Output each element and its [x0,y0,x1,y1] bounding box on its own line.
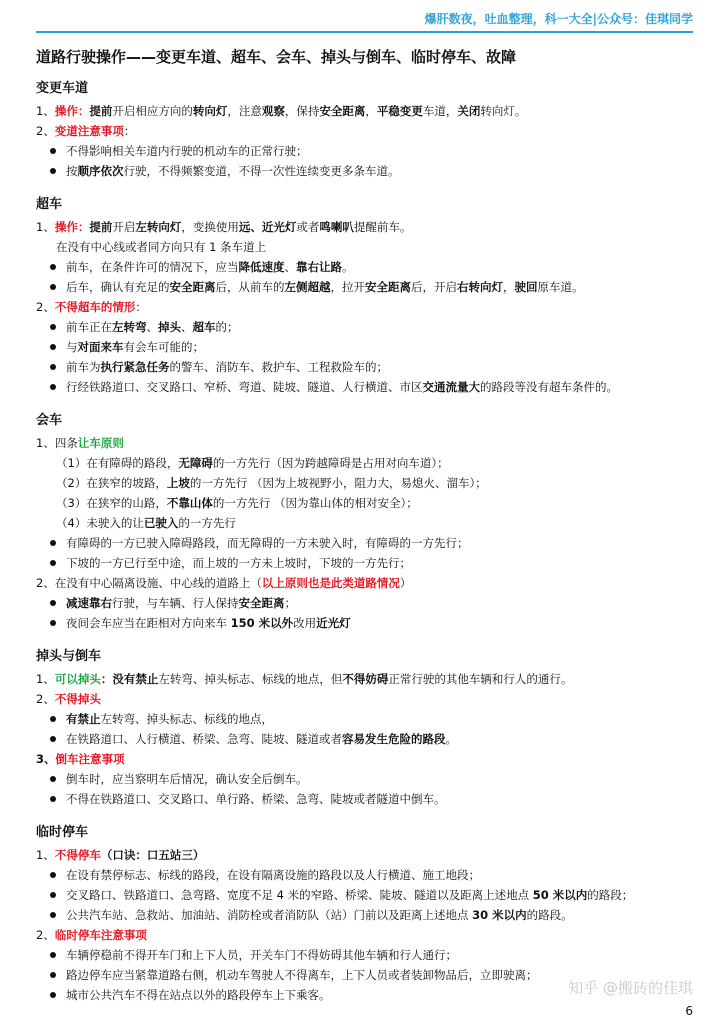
text-segment: 路边停车应当紧靠道路右侧，机动车驾驶人不得离车，上下人员或者装卸物品后，立即驶离； [66,968,538,982]
text-segment: 3、 [36,752,56,766]
text-segment: ， [503,280,515,294]
text-line [36,297,696,317]
text-segment: 安全距离 [365,280,411,294]
text-segment: 操作： [54,220,90,234]
text-segment: 1、 [36,848,55,862]
text-segment: 顺序依次 [77,164,124,178]
text-segment: 有会车可能的； [123,340,204,354]
text-segment: 上坡 [166,476,190,490]
text-segment: 鸣喇叭 [319,220,354,234]
bullet-item [36,277,696,297]
text-segment: 在铁路道口、人行横道、桥梁、急弯、陡坡、隧道或者 [66,732,342,746]
text-segment: 1、 [36,220,55,234]
text-segment: 后车，确认有充足的 [66,280,170,294]
text-segment: 的一方先行 （因为上坡视野小，阻力大，易熄火、溜车）； [189,476,487,490]
bullet-item [36,945,696,965]
text-segment: 30 米以内 [472,908,527,922]
text-segment: 远、近光灯 [238,220,297,234]
text-segment: 2、 [36,300,55,314]
text-segment: 改用 [293,616,317,630]
text-segment: ， [365,104,377,118]
bullet-icon [50,716,56,722]
bullet-item [36,593,696,613]
bullet-item [36,357,696,377]
text-segment: 以上原则也是此类道路情况 [261,576,400,590]
text-segment: 或者 [296,220,320,234]
text-segment: 2、 [36,692,55,706]
text-segment: ： [135,300,147,314]
bullet-item [36,865,696,885]
bullet-item [36,905,696,925]
text-segment: ，拉开 [330,280,365,294]
text-segment: 50 米以内 [532,888,588,902]
text-segment: ，注意 [227,104,262,118]
bullet-item [36,769,696,789]
bullet-icon [50,540,56,546]
section [36,647,696,809]
bullet-icon [50,972,56,978]
section-heading: 临时停车 [36,825,89,840]
text-segment: 原车道。 [537,280,584,294]
text-segment: 安全距离 [169,280,216,294]
text-line [36,925,696,945]
text-segment: 关闭 [457,104,481,118]
text-line [36,237,696,257]
text-segment: 行驶，不得频繁变道，不得一次性连续变更多条车道。 [123,164,400,178]
text-segment: 的路段； [587,888,634,902]
text-segment: 的路段等没有超车条件的。 [480,380,618,394]
text-line [36,845,696,865]
text-line [36,121,696,141]
bullet-item [36,729,696,749]
text-segment: 观察 [261,104,285,118]
bullet-icon [50,736,56,742]
bullet-item [36,613,696,633]
bullet-item [36,161,696,181]
text-segment: 不得妨碍 [342,672,389,686]
text-segment: 的路段。 [526,908,573,922]
text-segment: 左侧超越 [284,280,331,294]
bullet-icon [50,264,56,270]
text-segment: （2）在狭窄的坡路， [56,476,167,490]
text-segment: ） [399,576,412,590]
text-segment: 后，开启 [411,280,457,294]
bullet-item [36,789,696,809]
text-segment: 提前 [89,104,113,118]
text-segment: 的； [215,320,239,334]
text-segment: ：没有禁止 [100,672,159,686]
text-segment: 提醒前车。 [353,220,412,234]
bullet-icon [50,776,56,782]
bullet-icon [50,952,56,958]
text-segment: 的一方先行（因为跨越障碍是占用对向车道）； [212,456,449,470]
text-line [36,749,696,769]
bullet-icon [50,344,56,350]
text-segment: 交通流量大 [422,380,480,394]
text-line [36,433,696,453]
text-segment: 车道， [422,104,458,118]
text-segment: 、 [181,320,193,334]
text-segment: 已驶入 [143,516,179,530]
text-segment: 安全距离 [319,104,366,118]
text-segment: （3）在狭窄的山路， [56,496,167,510]
document-title: 道路行驶操作——变更车道、超车、会车、掉头与倒车、临时停车、故障 [36,48,517,66]
bullet-item [36,141,696,161]
text-segment: 转向灯 [192,104,228,118]
text-segment: 开启相应方向的 [112,104,193,118]
text-line [36,101,696,121]
text-segment: 不得停车 [54,848,101,862]
text-segment: 的警车、消防车、救护车、工程救险车的； [169,360,388,374]
text-segment: 驶回 [514,280,538,294]
section [36,411,696,633]
text-segment: 容易发生危险的路段 [342,732,446,746]
text-segment: 前车正在 [66,320,112,334]
text-segment: 在设有禁停标志、标线的路段，在设有隔离设施的路段以及人行横道、施工地段； [66,868,480,882]
bullet-icon [50,284,56,290]
text-segment: 左转向灯 [135,220,182,234]
text-segment: 左转弯、掉头标志、标线的地点， [100,712,273,726]
text-segment: 对面来车 [77,340,124,354]
text-segment: 掉头 [158,320,181,334]
text-segment: 公共汽车站、急救站、加油站、消防栓或者消防队（站）门前以及距离上述地点 [66,908,473,922]
text-segment: ，变换使用 [181,220,239,234]
bullet-item [36,337,696,357]
text-segment: 有禁止 [66,712,101,726]
text-segment: 倒车时，应当察明车后情况，确认安全后倒车。 [66,772,308,786]
bullet-item [36,709,696,729]
bullet-item [36,533,696,553]
text-segment: 1、 [36,104,55,118]
text-segment: 转向灯。 [480,104,527,118]
text-segment: 有障碍的一方已驶入障碍路段，而无障碍的一方未驶入时，有障碍的一方先行； [66,536,469,550]
bullet-icon [50,620,56,626]
bullet-item [36,257,696,277]
bullet-icon [50,600,56,606]
text-segment: 不得在铁路道口、交叉路口、单行路、桥梁、急弯、陡坡或者隧道中倒车。 [66,792,446,806]
text-segment: 提前 [89,220,113,234]
text-segment: 。 [342,260,354,274]
text-segment: ，保持 [284,104,320,118]
text-segment: 开启 [112,220,136,234]
page-header: 爆肝数夜，吐血整理，科一大全|公众号：佳琪同学 [424,12,693,26]
section [36,79,696,181]
text-line [36,453,696,473]
text-segment: 不得掉头 [54,692,101,706]
text-segment: 操作： [54,104,90,118]
bullet-icon [50,872,56,878]
bullet-icon [50,912,56,918]
text-segment: 近光灯 [316,616,351,630]
section-heading: 变更车道 [36,81,89,96]
text-line [36,473,696,493]
bullet-icon [50,364,56,370]
text-line [36,669,696,689]
text-segment: 变道注意事项 [54,124,124,138]
text-segment: 不得影响相关车道内行驶的机动车的正常行驶； [66,144,308,158]
bullet-item [36,317,696,337]
text-segment: 的一方先行 [178,516,236,530]
text-segment: 150 米以外 [230,616,294,630]
text-segment: 2、 [36,928,55,942]
text-line [36,493,696,513]
text-segment: ； [284,596,296,610]
bullet-icon [50,324,56,330]
bullet-icon [50,892,56,898]
bullet-icon [50,560,56,566]
section-heading: 会车 [36,413,63,428]
text-segment: 2、 [36,124,55,138]
bullet-item [36,885,696,905]
sections-container [36,79,696,1005]
text-segment: 让车原则 [77,436,124,450]
bullet-icon [50,168,56,174]
text-segment: 。 [445,732,457,746]
text-line [36,217,696,237]
text-segment: 车辆停稳前不得开车门和上下人员，开关车门不得妨碍其他车辆和行人通行； [66,948,457,962]
bullet-icon [50,148,56,154]
text-segment: 后，从前车的 [215,280,285,294]
text-segment: 降低速度 [238,260,285,274]
text-segment: 倒车注意事项 [55,752,125,766]
text-segment: 、 [284,260,296,274]
page-number: 6 [685,1004,693,1018]
text-segment: 正常行驶的其他车辆和行人的通行。 [388,672,573,686]
bullet-icon [50,384,56,390]
text-segment: 城市公共汽车不得在站点以外的路段停车上下乘客。 [66,988,331,1002]
text-line [36,689,696,709]
bullet-item [36,553,696,573]
text-segment: 减速靠右 [66,596,112,610]
text-segment: 按 [66,164,78,178]
header-rule [36,31,693,33]
text-segment: 交叉路口、铁路道口、急弯路、宽度不足 4 米的窄路、桥梁、陡坡、隧道以及距离上述地点 [66,888,533,902]
text-segment: （4）未驶入的让 [56,516,144,530]
zhihu-watermark: 知乎 @搬砖的佳琪 [568,979,693,997]
text-segment: 平稳变更 [376,104,423,118]
text-segment: 1、 [36,672,55,686]
text-segment: 、 [146,320,158,334]
text-segment: ： [123,124,136,138]
text-segment: 可以掉头 [54,672,101,686]
document-body [36,46,696,1005]
text-segment: 下坡的一方已行至中途，而上坡的一方未上坡时，下坡的一方先行； [66,556,411,570]
bullet-item [36,377,696,397]
text-segment: （口诀：口五站三） [100,848,205,862]
text-segment: （1）在有障碍的路段， [56,456,179,470]
text-segment: 前车，在条件许可的情况下，应当 [66,260,239,274]
text-segment: 临时停车注意事项 [54,928,147,942]
text-segment: 前车为 [66,360,101,374]
text-segment: 不靠山体 [166,496,213,510]
text-segment: 超车 [192,320,216,334]
text-segment: 不得超车的情形 [54,300,136,314]
text-line [36,573,696,593]
text-segment: 左转弯 [112,320,147,334]
text-segment: 行经铁路道口、交叉路口、窄桥、弯道、陡坡、隧道、人行横道、市区 [66,380,423,394]
text-segment: 安全距离 [238,596,285,610]
text-segment: 夜间会车应当在距相对方向来车 [66,616,231,630]
text-segment: 靠右让路 [296,260,342,274]
text-line [36,513,696,533]
text-segment: 在没有中心线或者同方向只有 1 条车道上 [56,240,267,254]
text-segment: 1、四条 [36,436,78,450]
text-segment: 的一方先行 （因为靠山体的相对安全）； [212,496,418,510]
text-segment: 无障碍 [178,456,213,470]
section-heading: 超车 [36,197,63,212]
bullet-icon [50,992,56,998]
bullet-icon [50,796,56,802]
text-segment: 右转向灯 [457,280,503,294]
text-segment: 执行紧急任务 [100,360,170,374]
section [36,195,696,397]
text-segment: 左转弯、掉头标志、标线的地点，但 [158,672,343,686]
text-segment: 与 [66,340,78,354]
text-segment: 2、在没有中心隔离设施、中心线的道路上（ [36,576,262,590]
section-heading: 掉头与倒车 [36,649,102,664]
text-segment: 行驶，与车辆、行人保持 [112,596,239,610]
